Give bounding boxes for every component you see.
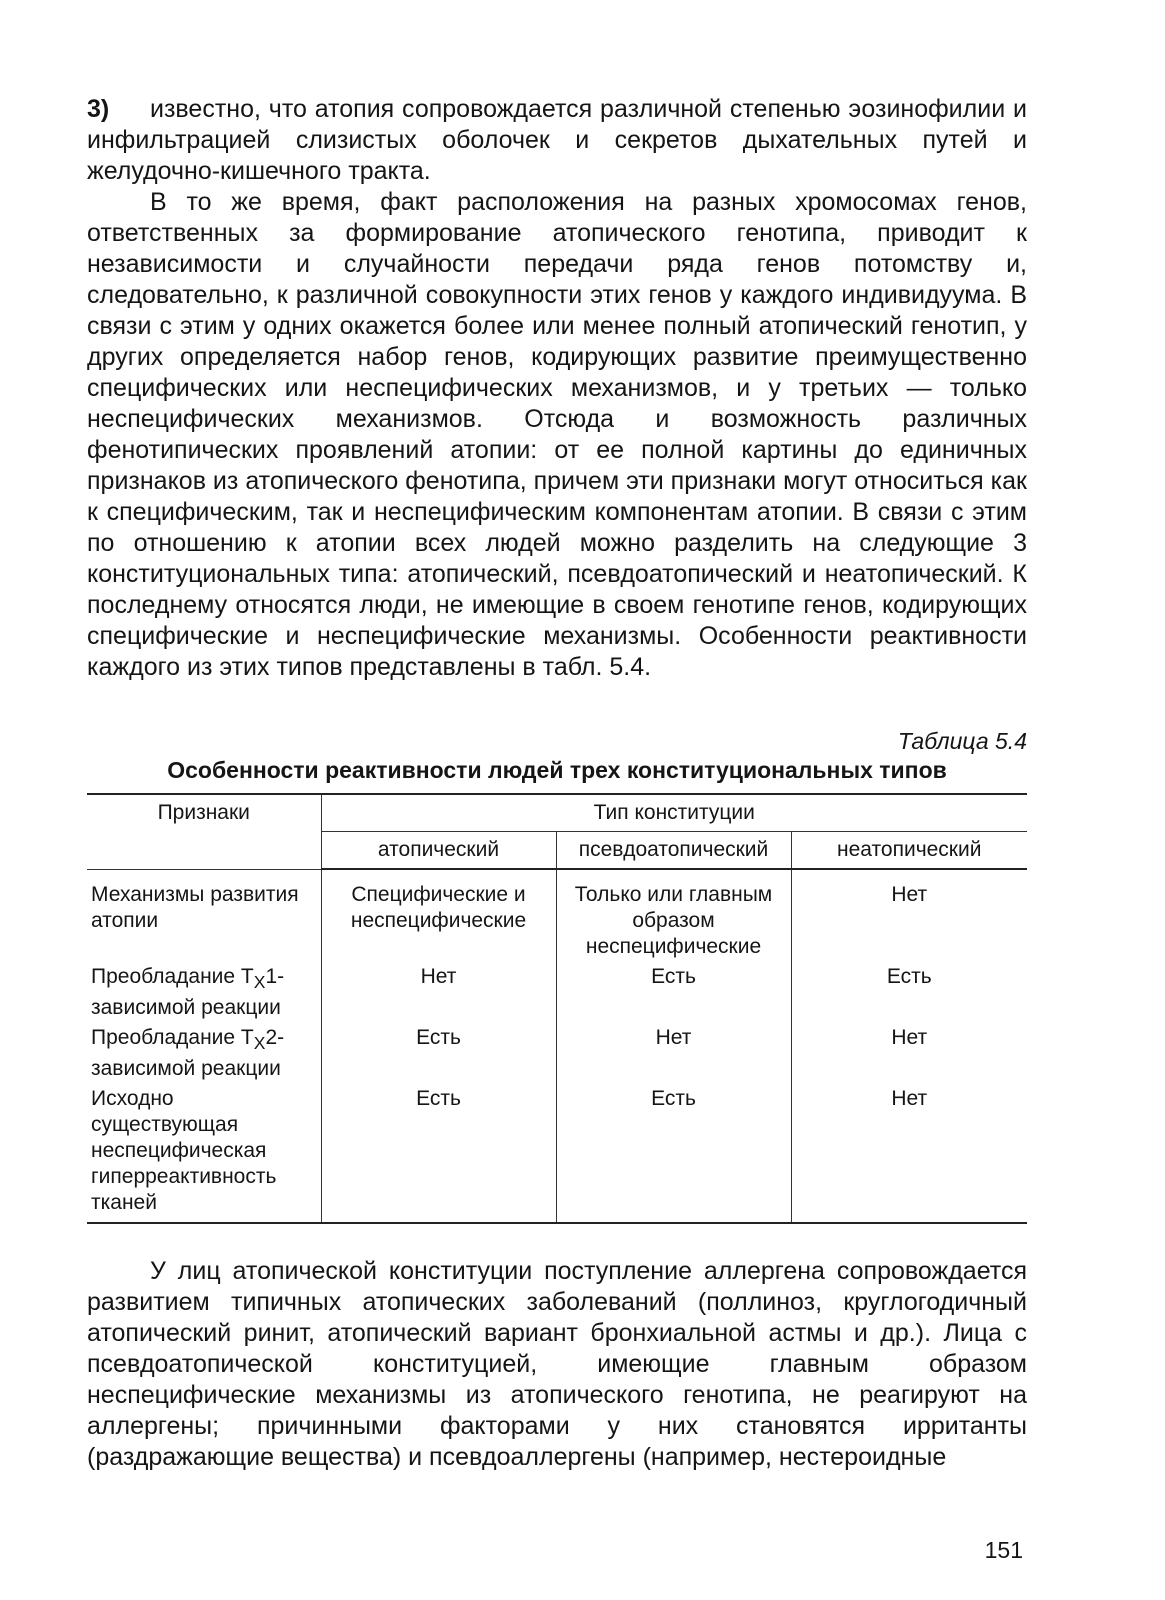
cell-nonatopic: Есть xyxy=(791,961,1027,1022)
cell-pseudoatopic: Есть xyxy=(556,1083,791,1223)
table-row xyxy=(87,1083,1027,1223)
reactivity-table xyxy=(87,793,1027,1224)
table-row xyxy=(87,869,1027,961)
row-feature: Исходно существующая неспецифическая гиперреактивность тканей xyxy=(91,1087,277,1215)
feature-suffix: 1-зависимой реакции xyxy=(91,965,285,1020)
page-number: 151 xyxy=(984,1537,1023,1563)
table-header-row xyxy=(87,794,1027,832)
header-atopic: атопический xyxy=(321,832,556,870)
item-number: 3) xyxy=(87,95,110,123)
feature-prefix: Преобладание Т xyxy=(91,965,254,988)
table-row xyxy=(87,1022,1027,1083)
page-content xyxy=(87,94,1027,1473)
cell-nonatopic: Нет xyxy=(791,869,1027,961)
cell-pseudoatopic: Есть xyxy=(556,961,791,1022)
cell-atopic: Есть xyxy=(321,1022,556,1083)
cell-nonatopic: Нет xyxy=(791,1083,1027,1223)
row-feature xyxy=(87,961,321,1022)
cell-atopic: Есть xyxy=(321,1083,556,1223)
table-title: Особенности реактивности людей трех конституциональных типов xyxy=(167,757,947,783)
paragraph-constitutional-types: В то же время, факт расположения на разных хромосомах генов, ответственных за формирование атопического генотипа, приводит к независимости и случайности передачи ряда генов потомству и, следовательно, к различной совокупности этих генов у каждого индивидуума. В связи с этим у одних окажется более или менее полный атопический генотип, у других определяется набор генов, кодирующих развитие преимущественно специфических или неспецифических механизмов, и у третьих — только неспецифических механизмов. Отсюда и возможность различных фенотипических проявлений атопии: от ее полной картины до единичных признаков из атопического фенотипа, причем эти признаки могут относиться как к специфическим, так и неспецифическим компонентам атопии. В связи с этим по отношению к атопии всех людей можно разделить на следующие 3 конституциональных типа: атопический, псевдоатопический и неатопический. К последнему относятся люди, не имеющие в своем генотипе генов, кодирующих специфические и неспецифические механизмы. Особенности реактивности каждого из этих типов представлены в табл. 5.4. xyxy=(87,188,1027,681)
header-features: Признаки xyxy=(87,794,321,869)
item-3-text: известно, что атопия сопровождается различной степенью эозинофилии и инфильтрацией слизистых оболочек и секретов дыхательных путей и желудочно-кишечного тракта. xyxy=(87,95,1027,185)
paragraph-item-3 xyxy=(87,94,1027,187)
table-row xyxy=(87,961,1027,1022)
feature-prefix: Преобладание Т xyxy=(91,1026,254,1050)
cell-nonatopic: Нет xyxy=(791,1022,1027,1083)
row-feature: Механизмы развития атопии xyxy=(91,882,299,932)
cell-atopic: Специфические и неспецифические xyxy=(321,869,556,961)
header-constitution-type: Тип конституции xyxy=(321,794,1027,832)
cell-pseudoatopic: Только или главным образом неспецифические xyxy=(556,869,791,961)
cell-pseudoatopic: Нет xyxy=(556,1022,791,1083)
table-caption: Таблица 5.4 xyxy=(897,728,1027,754)
header-nonatopic: неатопический xyxy=(791,832,1027,870)
feature-suffix: 2-зависимой реакции xyxy=(91,1026,285,1081)
paragraph-atopic-constitution: У лиц атопической конституции поступление аллергена сопровождается развитием типичных атопических заболеваний (поллиноз, круглогодичный атопический ринит, атопический вариант бронхиальной астмы и др.). Лица с псевдоатопической конституцией, имеющие главным образом неспецифические механизмы из атопического генотипа, не реагируют на аллергены; причинными факторами у них становятся ирританты (раздражающие вещества) и псевдоаллергены (например, нестероидные xyxy=(87,1257,1027,1472)
feature-subscript: Х xyxy=(253,1033,266,1054)
header-pseudoatopic: псевдоатопический xyxy=(556,832,791,870)
row-feature xyxy=(87,1022,321,1083)
cell-atopic: Нет xyxy=(321,961,556,1022)
feature-subscript: Х xyxy=(253,972,266,993)
